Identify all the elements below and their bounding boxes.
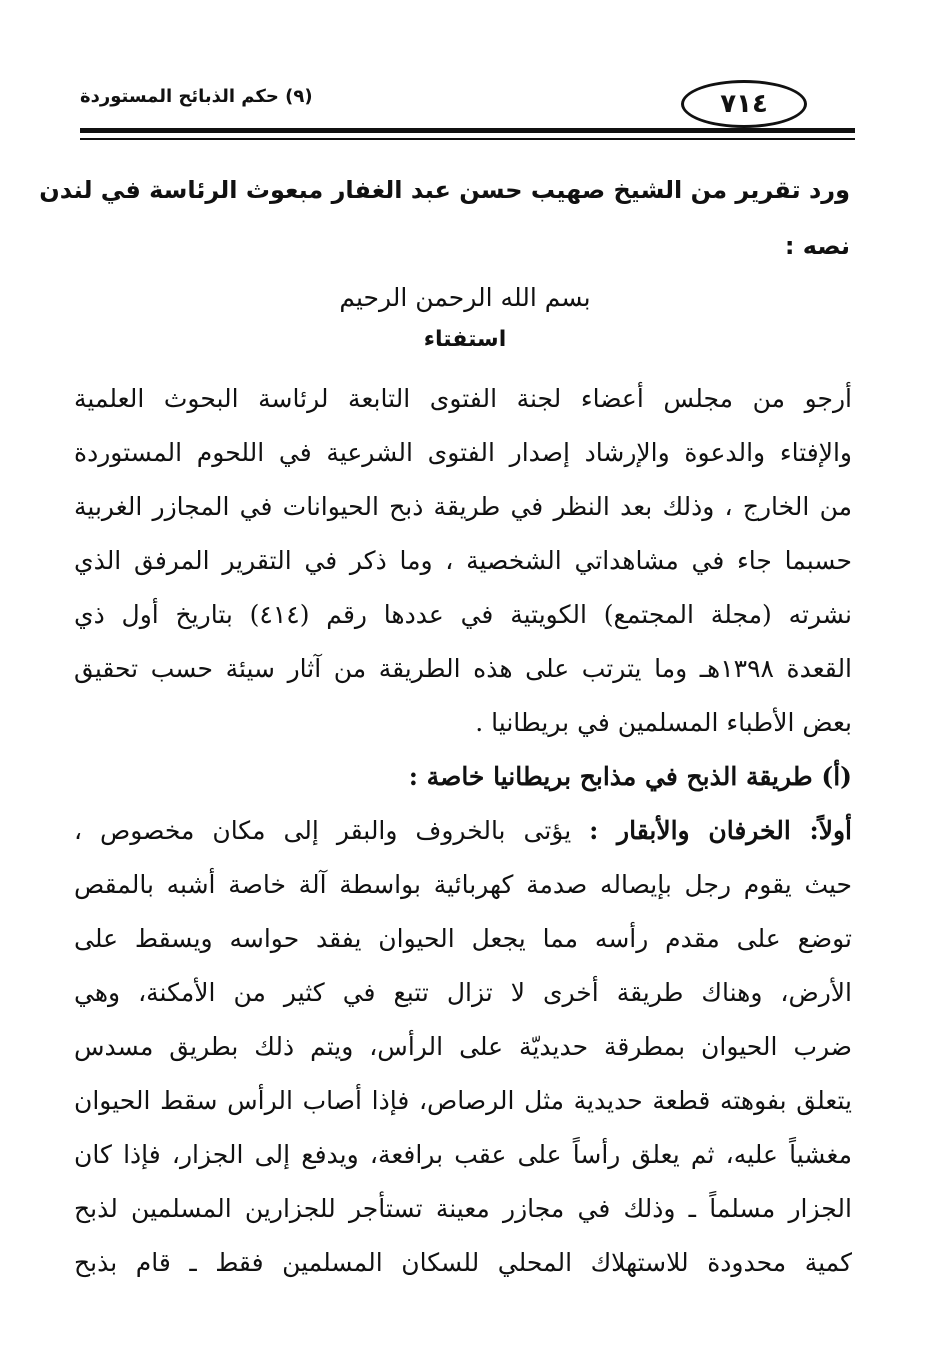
header-rule-thin	[80, 138, 855, 140]
body-line: والإفتاء والدعوة والإرشاد إصدار الفتوى الشرعية في اللحوم المستوردة	[74, 438, 852, 467]
body-line: بعض الأطباء المسلمين في بريطانيا .	[475, 708, 852, 737]
basmala: بسم الله الرحمن الرحيم	[339, 283, 591, 312]
body-line-first-item	[74, 804, 852, 858]
item-text: يؤتى بالخروف والبقر إلى مكان مخصوص ،	[74, 816, 590, 845]
page-number: ٧١٤	[681, 80, 807, 128]
body-line: الجزار مسلماً ـ وذلك في مجازر معينة تستأجر للجزارين المسلمين لذبح	[74, 1194, 852, 1223]
report-heading-line1: ورد تقرير من الشيخ صهيب حسن عبد الغفار مبعوث الرئاسة في لندن	[39, 176, 850, 204]
body-text	[74, 372, 852, 1290]
running-title: (٩) حكم الذبائح المستوردة	[80, 86, 313, 107]
body-line: يتعلق بفوهته قطعة حديدية مثل الرصاص، فإذا أصاب الرأس سقط الحيوان	[74, 1086, 852, 1115]
body-line: الأرض، وهناك طريقة أخرى لا تزال تتبع في كثير من الأمكنة، وهي	[74, 978, 852, 1007]
report-heading-line2: نصه :	[784, 232, 850, 260]
body-line: من الخارج ، وذلك بعد النظر في طريقة ذبح الحيوانات في المجازر الغربية	[74, 492, 852, 521]
body-line: توضع على مقدم رأسه مما يجعل الحيوان يفقد حواسه ويسقط على	[74, 924, 852, 953]
subsection-heading: (أ) طريقة الذبح في مذابح بريطانيا خاصة :	[408, 762, 852, 791]
report-heading	[39, 162, 850, 274]
body-line: كمية محدودة للاستهلاك المحلي للسكان المسلمين فقط ـ قام بذبح	[74, 1248, 852, 1277]
item-label: أولاً: الخرفان والأبقار :	[589, 816, 852, 845]
body-line: أرجو من مجلس أعضاء لجنة الفتوى التابعة لرئاسة البحوث العلمية	[74, 384, 852, 413]
header-rule-thick	[80, 128, 855, 133]
section-title-istifta: استفتاء	[423, 327, 507, 352]
body-line: نشرته (مجلة المجتمع) الكويتية في عددها رقم (٤١٤) بتاريخ أول ذي	[74, 600, 852, 629]
body-line: ضرب الحيوان بمطرقة حديديّة على الرأس، ويتم ذلك بطريق مسدس	[74, 1032, 852, 1061]
body-line: حسبما جاء في مشاهداتي الشخصية ، وما ذكر في التقرير المرفق الذي	[74, 546, 852, 575]
body-line: مغشياً عليه، ثم يعلق رأساً على عقب برافعة، ويدفع إلى الجزار، فإذا كان	[74, 1140, 852, 1169]
page-header	[80, 74, 855, 134]
body-line: حيث يقوم رجل بإيصاله صدمة كهربائية بواسطة آلة خاصة أشبه بالمقص	[74, 870, 852, 899]
body-line: القعدة ١٣٩٨هـ وما يترتب على هذه الطريقة من آثار سيئة حسب تحقيق	[74, 654, 852, 683]
